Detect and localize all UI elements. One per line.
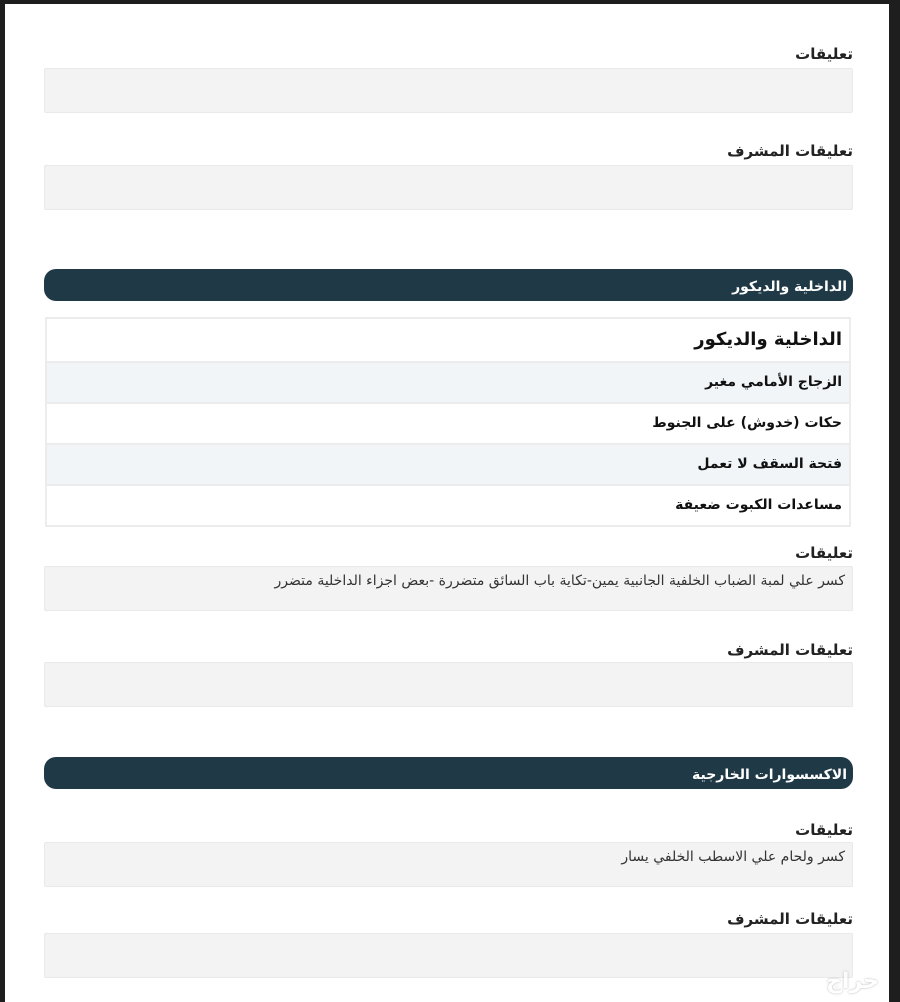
comments-label: تعليقات xyxy=(795,821,853,839)
checklist-item: فتحة السقف لا تعمل xyxy=(47,445,849,486)
supervisor-comments-field[interactable] xyxy=(44,662,853,707)
supervisor-comments-label: تعليقات المشرف xyxy=(727,641,853,659)
checklist-item: حكات (خدوش) على الجنوط xyxy=(47,404,849,445)
supervisor-comments-field[interactable] xyxy=(44,933,853,978)
checklist-title: الداخلية والديكور xyxy=(47,319,849,363)
checklist-item: الزجاج الأمامي مغير xyxy=(47,363,849,404)
supervisor-comments-label: تعليقات المشرف xyxy=(727,910,853,928)
comments-field[interactable]: كسر ولحام علي الاسطب الخلفي يسار xyxy=(44,842,853,887)
supervisor-comments-label: تعليقات المشرف xyxy=(727,142,853,160)
interior-checklist xyxy=(45,317,851,527)
section-header-exterior-accessories: الاكسسوارات الخارجية xyxy=(44,757,853,789)
inspection-report-page xyxy=(5,4,889,1002)
comments-field[interactable] xyxy=(44,68,853,113)
supervisor-comments-field[interactable] xyxy=(44,165,853,210)
checklist-item: مساعدات الكبوت ضعيفة xyxy=(675,497,842,513)
haraj-watermark: حراج xyxy=(826,969,879,994)
comments-field[interactable]: كسر علي لمبة الضباب الخلفية الجانبية يمين-تكاية باب السائق متضررة -بعض اجزاء الداخلية متضرر xyxy=(44,566,853,611)
comments-label: تعليقات xyxy=(795,45,853,63)
comments-label: تعليقات xyxy=(795,544,853,562)
section-header-interior: الداخلية والديكور xyxy=(44,269,853,301)
